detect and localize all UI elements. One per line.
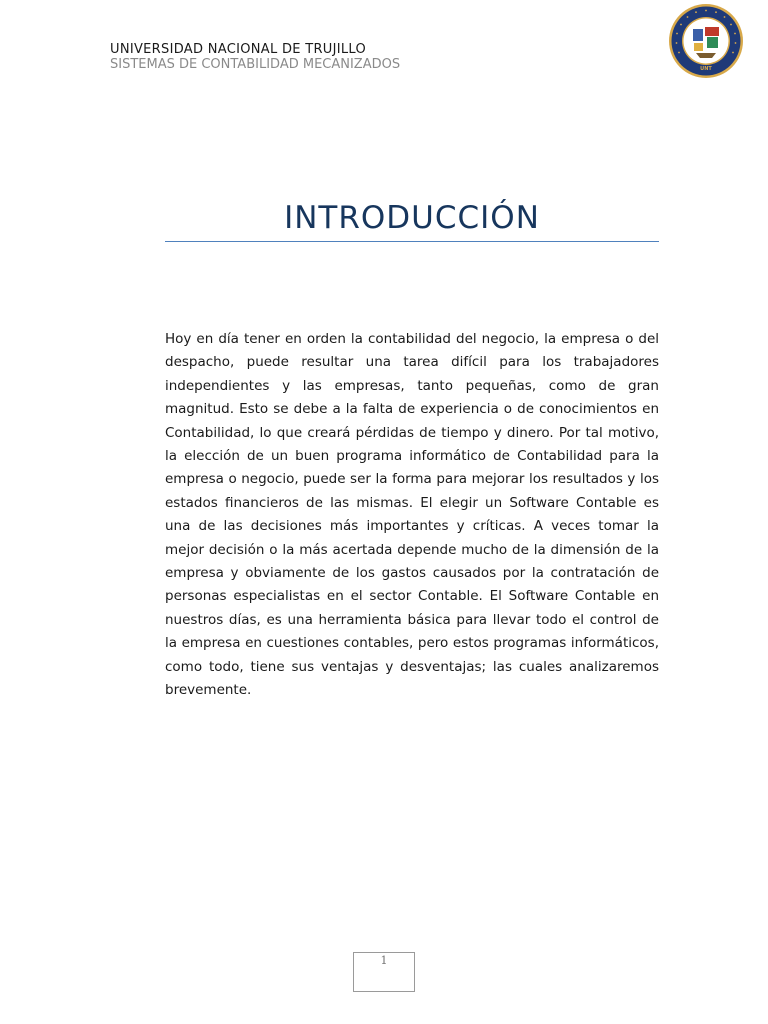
university-seal-logo <box>666 3 746 79</box>
title-underline-divider <box>165 241 659 242</box>
university-name: UNIVERSIDAD NACIONAL DE TRUJILLO <box>110 42 367 57</box>
introduction-paragraph: Hoy en día tener en orden la contabilidad del negocio, la empresa o del despacho, puede resultar una tarea difícil para los trabajadores independientes y las empresas, tanto pequeñas, como de gran magnitud. Esto se debe a la falta de experiencia o de conocimientos en Contabilidad, lo que creará pérdidas de tiempo y dinero. Por tal motivo, la elección de un buen programa informático de Contabilidad para la empresa o negocio, puede ser la forma para mejorar los resultados y los estados financieros de las mismas. El elegir un Software Contable es una de las decisiones más importantes y críticas. A veces tomar la mejor decisión o la más acertada depende mucho de la dimensión de la empresa y obviamente de los gastos causados por la contratación de personas especialistas en el sector Contable. El Software Contable en nuestros días, es una herramienta básica para llevar todo el control de la empresa en cuestiones contables, pero estos programas informáticos, como todo, tiene sus ventajas y desventajas; las cuales analizaremos brevemente. <box>165 331 659 699</box>
svg-text:UNT: UNT <box>700 66 712 72</box>
page-title: INTRODUCCIÓN <box>284 200 540 236</box>
page-number-box <box>353 952 415 992</box>
course-name: SISTEMAS DE CONTABILIDAD MECANIZADOS <box>110 57 401 72</box>
document-header <box>110 42 400 72</box>
page-number: 1 <box>380 954 388 967</box>
